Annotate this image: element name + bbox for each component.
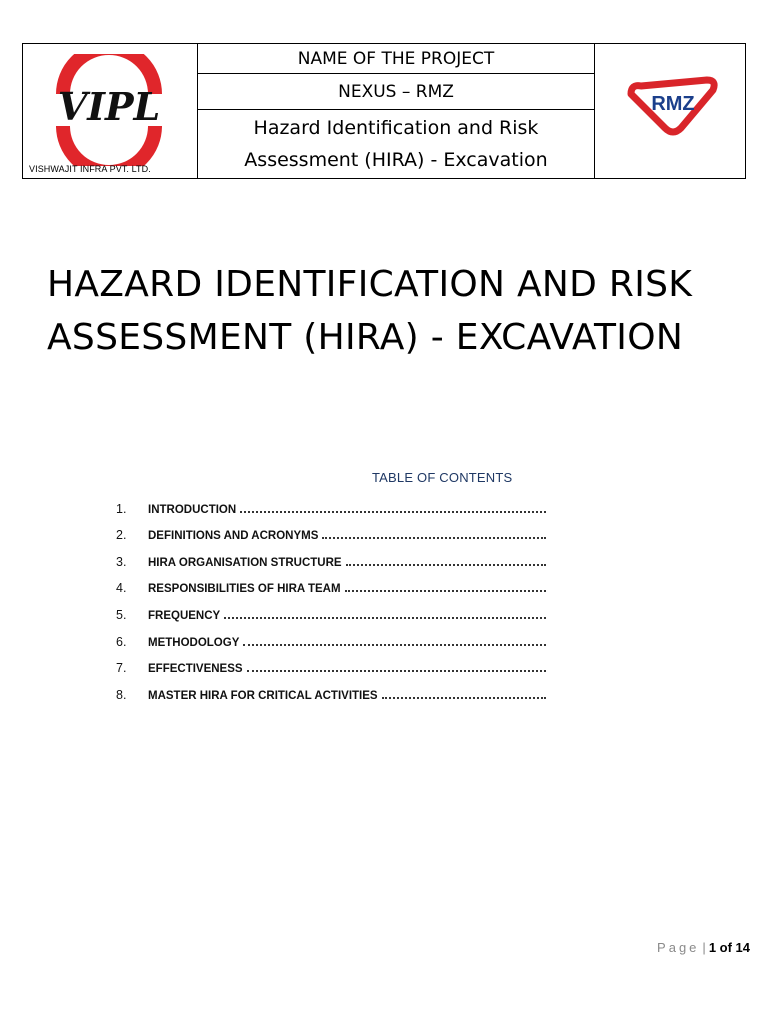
toc-leader-dots [247,669,546,672]
vipl-logo-cell [22,44,198,178]
table-of-contents [116,489,546,702]
toc-heading: TABLE OF CONTENTS [372,470,513,485]
footer-separator: | [702,940,706,955]
toc-label: INTRODUCTION [148,503,237,516]
toc-label: MASTER HIRA FOR CRITICAL ACTIVITIES [148,689,378,702]
page-word: Page [657,940,700,955]
toc-label: EFFECTIVENESS [148,663,243,676]
toc-label: DEFINITIONS AND ACRONYMS [148,530,319,543]
main-title-line2: ASSESSMENT (HIRA) - EXCAVATION [47,317,684,358]
toc-number: 6. [116,634,127,649]
rmz-logo-text: RMZ [651,93,695,115]
toc-leader-dots [240,510,546,513]
toc-leader-dots [345,589,546,592]
page-footer [657,940,750,955]
toc-leader-dots [382,696,546,699]
toc-item-methodology[interactable] [116,622,546,649]
toc-label: METHODOLOGY [148,636,240,649]
toc-label: FREQUENCY [148,609,221,622]
toc-item-frequency[interactable] [116,595,546,622]
vipl-logo [43,54,173,166]
company-name: VISHWAJIT INFRA PVT. LTD. [29,164,151,174]
doc-title-line1: Hazard Identification and Risk [253,117,539,139]
rmz-logo [625,72,725,142]
toc-item-responsibilities[interactable] [116,569,546,596]
page-number: 1 of 14 [708,940,750,955]
doc-title-line2: Assessment (HIRA) - Excavation [244,149,548,171]
rmz-logo-cell [595,44,746,178]
toc-label: RESPONSIBILITIES OF HIRA TEAM [148,583,341,596]
toc-number: 7. [116,661,127,676]
document-title-block [198,110,594,178]
project-info [198,44,595,178]
toc-item-master-hira[interactable] [116,675,546,702]
toc-number: 5. [116,607,127,622]
toc-number: 3. [116,554,127,569]
project-label: NAME OF THE PROJECT [198,44,594,74]
toc-leader-dots [243,643,546,646]
toc-item-organisation-structure[interactable] [116,542,546,569]
vipl-logo-text: VIPL [57,84,161,129]
toc-number: 1. [116,501,127,516]
toc-item-definitions[interactable] [116,516,546,543]
toc-item-effectiveness[interactable] [116,649,546,676]
main-title-line1: HAZARD IDENTIFICATION AND RISK [47,264,693,305]
toc-number: 4. [116,581,127,596]
toc-number: 8. [116,687,127,702]
toc-leader-dots [322,536,546,539]
toc-leader-dots [224,616,546,619]
document-header [22,43,746,179]
toc-leader-dots [346,563,546,566]
main-title [47,258,747,364]
toc-item-introduction[interactable] [116,489,546,516]
toc-number: 2. [116,528,127,543]
toc-label: HIRA ORGANISATION STRUCTURE [148,556,342,569]
project-name: NEXUS – RMZ [198,74,594,110]
